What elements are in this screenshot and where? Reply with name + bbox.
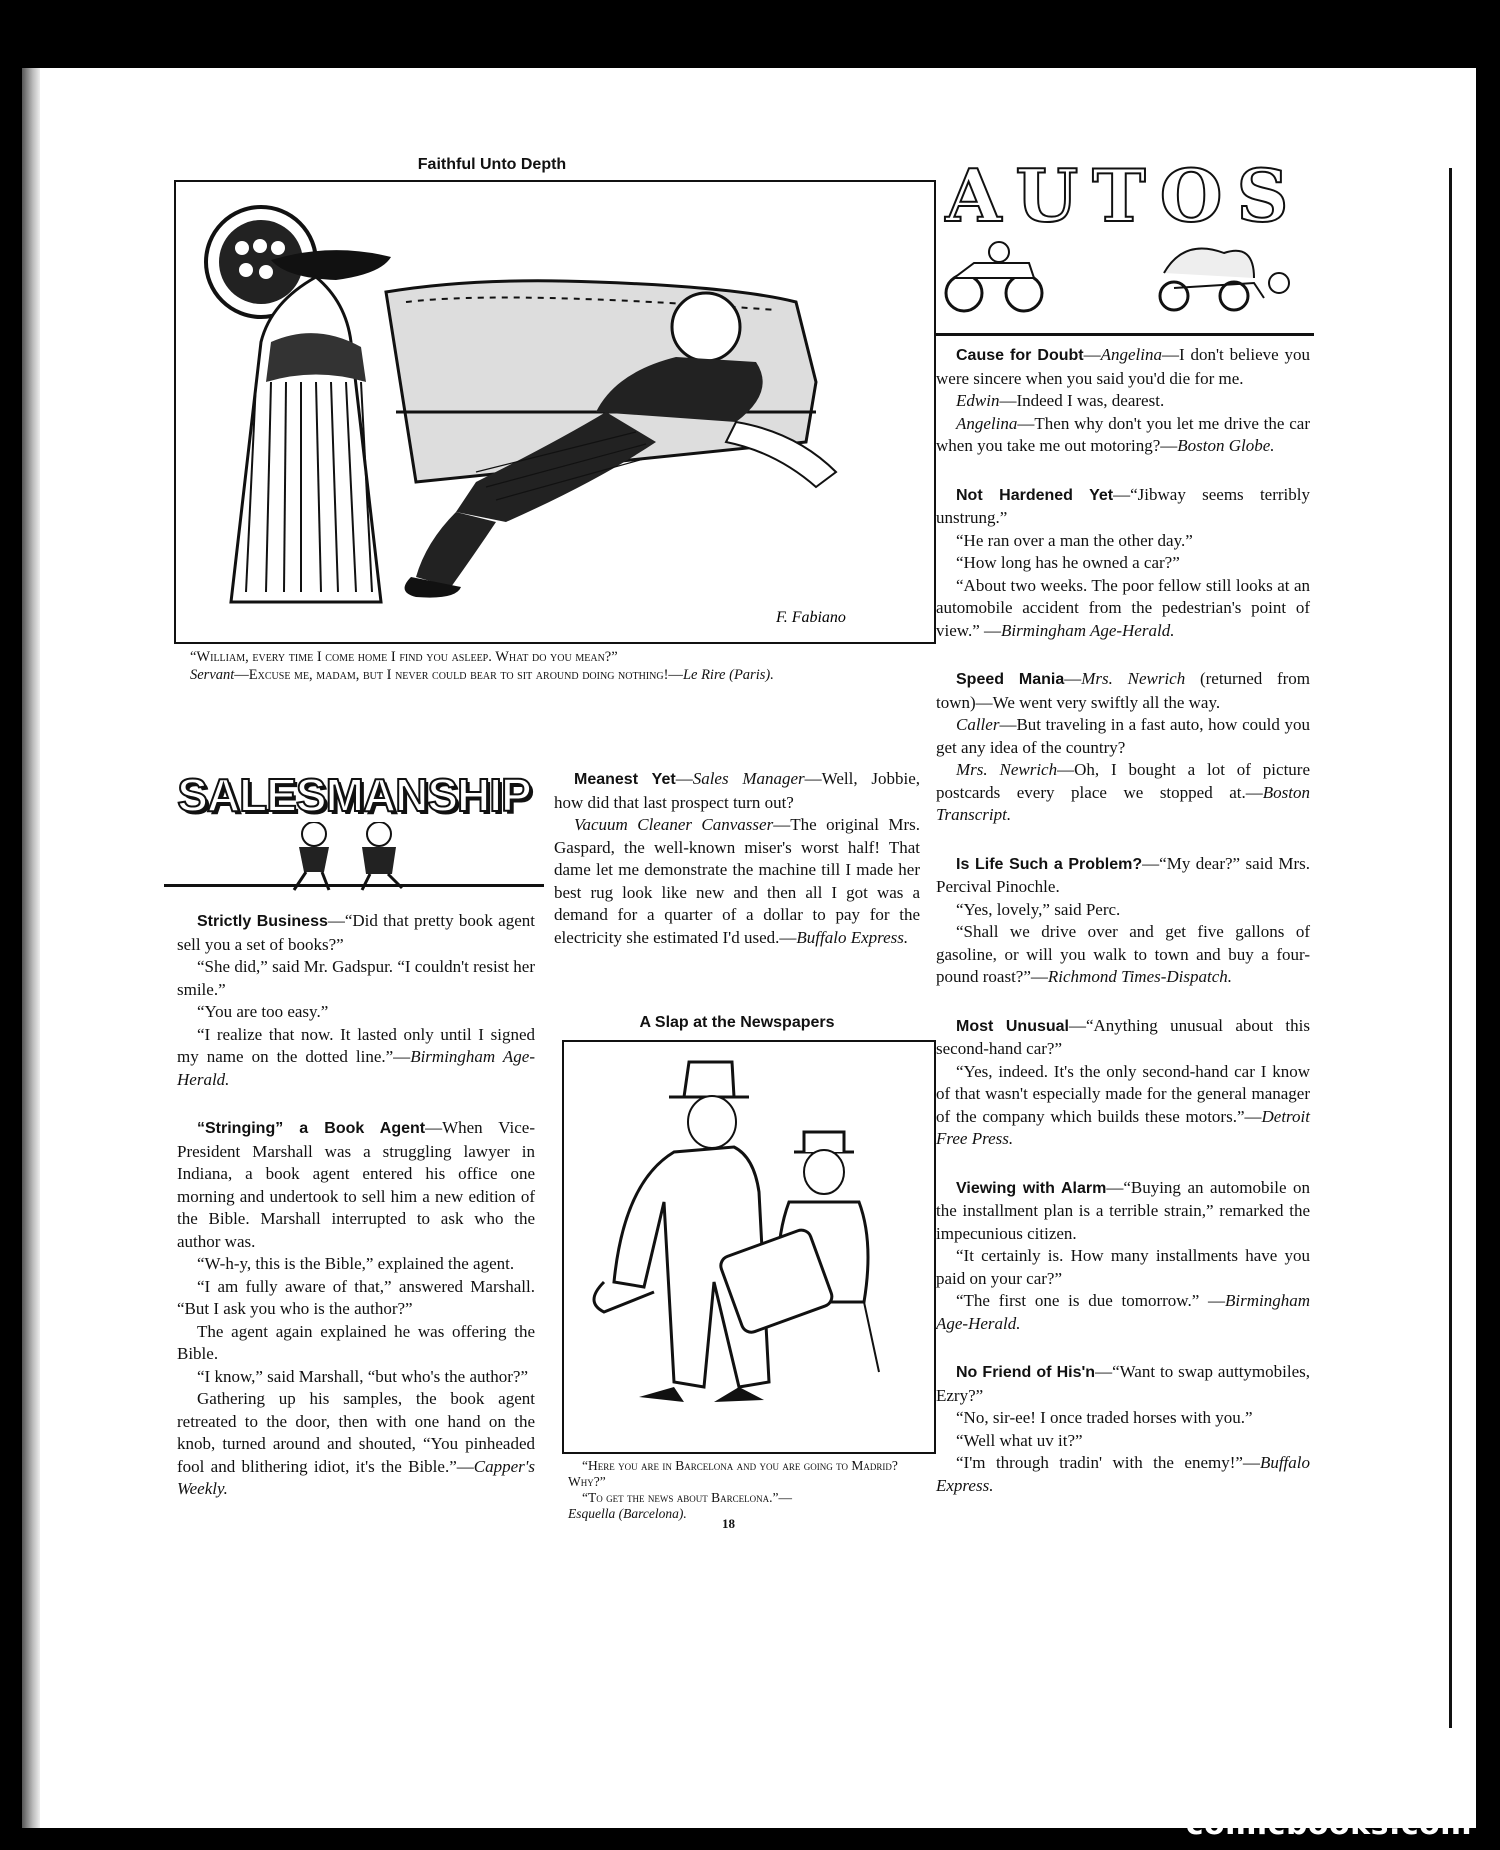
page-binding	[22, 68, 40, 1828]
page-number: 18	[722, 1516, 735, 1531]
article-paragraph	[936, 921, 1310, 989]
article-paragraph	[936, 759, 1310, 827]
autos-header	[934, 153, 1314, 323]
article-text: “I am fully aware of that,” answered Marshall. “But I ask you who is the author?”	[177, 1276, 535, 1318]
article-title: Meanest Yet	[574, 771, 676, 788]
article-text: “Yes, indeed. It's the only second-hand car I know of that wasn't especially made for the general manager of the company which builds these motors.”—Detroit Free Press.	[936, 1061, 1310, 1148]
cartoon-caption: “William, every time I come home I find you asleep. What do you mean?” Servant—Excuse me, madam, but I never could bear to sit around doing nothing!—Le Rire (Paris).	[190, 649, 774, 683]
article-lead-paragraph	[936, 1177, 1310, 1246]
autos-column	[936, 344, 1310, 1497]
article-paragraph	[177, 1001, 535, 1024]
article-text: —“Jibway seems terribly unstrung.”	[936, 484, 1310, 527]
article-lead-paragraph	[936, 853, 1310, 899]
salesmanship-title: SALESMANSHIP	[177, 769, 531, 821]
salesmen-illustration	[164, 822, 544, 892]
article-text: —“Buying an automobile on the installment plan is a terrible strain,” remarked the impecunious citizen.	[936, 1177, 1310, 1243]
article-paragraph	[936, 899, 1310, 922]
article-paragraph	[177, 1366, 535, 1389]
article-text: —Mrs. Newrich (returned from town)—We went very swiftly all the way.	[936, 669, 1310, 712]
article-lead-paragraph	[554, 768, 920, 814]
article-text: Mrs. Newrich—Oh, I bought a lot of picture postcards every place we stopped at.—Boston Transcript.	[936, 760, 1311, 824]
article-paragraph	[936, 413, 1310, 458]
article-text: “It certainly is. How many installments have you paid on your car?”	[936, 1246, 1310, 1288]
cartoon-title: Faithful Unto Depth	[417, 156, 567, 173]
article-lead-paragraph	[177, 910, 535, 956]
article-text: “You are too easy.”	[197, 1002, 329, 1021]
article-text: “How long has he owned a car?”	[956, 553, 1180, 572]
article-paragraph	[177, 1276, 535, 1321]
cartoon2-title: A Slap at the Newspapers	[639, 1014, 835, 1031]
article-lead-paragraph	[177, 1117, 535, 1253]
article-text: “I realize that now. It lasted only until I signed my name on the dotted line.”—Birmingham Age-Herald.	[177, 1024, 535, 1089]
salesmanship-rule	[164, 884, 544, 887]
article-paragraph	[936, 575, 1310, 643]
site-watermark: comicbooks.com	[1185, 1807, 1472, 1842]
cartoon2-caption: “Here you are in Barcelona and you are going to Madrid? Why?” “To get the news about Barcelona.”— Esquella (Barcelona).	[568, 1458, 898, 1521]
article-title: Is Life Such a Problem?	[956, 855, 1143, 873]
article-text: “I know,” said Marshall, “but who's the author?”	[197, 1366, 529, 1386]
autos-title: AUTOS	[945, 153, 1303, 238]
article-text: —“Did that pretty book agent sell you a set of books?”	[177, 911, 535, 954]
article-title: Speed Mania	[956, 671, 1065, 688]
article-title: Cause for Doubt	[956, 347, 1084, 364]
article-text: “No, sir-ee! I once traded horses with you.”	[956, 1408, 1253, 1427]
article-text: —“Want to swap auttymobiles, Ezry?”	[936, 1362, 1310, 1405]
article-paragraph	[177, 1388, 535, 1501]
article-paragraph	[936, 1245, 1310, 1290]
article-paragraph	[936, 714, 1310, 759]
article-text: Caller—But traveling in a fast auto, how could you get any idea of the country?	[936, 715, 1310, 757]
cartoon-frame	[174, 180, 936, 644]
article-text: —“My dear?” said Mrs. Percival Pinochle.	[936, 853, 1311, 896]
autos-rule	[934, 333, 1314, 336]
article-paragraph	[554, 814, 920, 949]
article-title: Not Hardened Yet	[956, 486, 1114, 504]
article-text: Gathering up his samples, the book agent retreated to the door, then with one hand on the knob, turned around and shouted, “You pinheaded fool and blithering idiot, it's the Bible.”—Capper's Weekly.	[177, 1389, 535, 1498]
article-paragraph	[936, 1290, 1310, 1335]
artist-signature: F. Fabiano	[776, 609, 846, 626]
article-text: “Yes, lovely,” said Perc.	[956, 899, 1121, 919]
article-text: —Angelina—I don't believe you were sincere when you said you'd die for me.	[936, 345, 1311, 388]
salesmanship-header	[164, 768, 544, 888]
article-text: “W-h-y, this is the Bible,” explained the agent.	[197, 1254, 515, 1273]
article-text: —“Anything unusual about this second-hand car?”	[936, 1015, 1310, 1058]
article-paragraph	[177, 1253, 535, 1276]
salesmanship-column	[177, 910, 535, 1501]
article-paragraph	[936, 1061, 1310, 1151]
article-text: “The first one is due tomorrow.” —Birmingham Age-Herald.	[936, 1291, 1310, 1333]
sleeping-husband-illustration	[176, 182, 934, 642]
article-lead-paragraph	[936, 1015, 1310, 1061]
article-lead-paragraph	[936, 1361, 1310, 1407]
article-text: —When Vice-President Marshall was a struggling lawyer in Indiana, a book agent entered his office one morning and undertook to sell him a new edition of the Bible. Marshall interrupted to ask who the author was.	[177, 1118, 535, 1251]
article-text: “Well what uv it?”	[956, 1430, 1083, 1450]
autos-cars-illustration	[934, 238, 1314, 318]
article-paragraph	[936, 1407, 1310, 1430]
cartoon2-frame	[562, 1040, 936, 1454]
article-text: The agent again explained he was offering the Bible.	[177, 1321, 535, 1363]
article-text: “She did,” said Mr. Gadspur. “I couldn't resist her smile.”	[177, 957, 535, 999]
article-paragraph	[177, 956, 535, 1001]
article-text: “About two weeks. The poor fellow still looks at an automobile accident from the pedestrian's point of view.” —Birmingham Age-Herald.	[936, 575, 1310, 640]
article-text: “He ran over a man the other day.”	[956, 530, 1193, 550]
article-text: Angelina—Then why don't you let me drive the car when you take me out motoring?—Boston Globe.	[936, 413, 1310, 455]
article-text: Edwin—Indeed I was, dearest.	[956, 391, 1165, 410]
magazine-page	[22, 68, 1476, 1828]
article-title: No Friend of His'n	[956, 1364, 1096, 1381]
page-edge-line	[1449, 168, 1452, 1728]
article-lead-paragraph	[936, 484, 1310, 530]
article-paragraph	[936, 530, 1310, 553]
article-text: —Sales Manager—Well, Jobbie, how did that last prospect turn out?	[554, 769, 920, 812]
article-paragraph	[177, 1321, 535, 1366]
article-paragraph	[177, 1024, 535, 1092]
article-paragraph	[936, 1430, 1310, 1453]
article-paragraph	[936, 552, 1310, 575]
article-title: Viewing with Alarm	[956, 1179, 1107, 1197]
article-title: “Stringing” a Book Agent	[197, 1120, 426, 1137]
article-lead-paragraph	[936, 344, 1310, 390]
article-title: Most Unusual	[956, 1017, 1069, 1035]
meanest-yet-article	[554, 768, 920, 949]
article-paragraph	[936, 1452, 1310, 1497]
article-title: Strictly Business	[197, 913, 328, 930]
article-text: “I'm through tradin' with the enemy!”—Buffalo Express.	[936, 1453, 1310, 1495]
newspaper-men-illustration	[564, 1042, 934, 1452]
article-paragraph	[936, 390, 1310, 413]
article-text: “Shall we drive over and get five gallons of gasoline, or will you walk to town and buy a four-pound roast?”—Richmond Times-Dispatch.	[936, 922, 1310, 986]
article-text: Vacuum Cleaner Canvasser—The original Mrs. Gaspard, the well-known miser's worst half! That dame let me demonstrate the machine till I made her best rug look like new and then all I got was a demand for a quarter of a dollar to pay for the electricity she estimated I'd used.—Buffalo Express.	[554, 815, 921, 947]
article-lead-paragraph	[936, 668, 1310, 714]
